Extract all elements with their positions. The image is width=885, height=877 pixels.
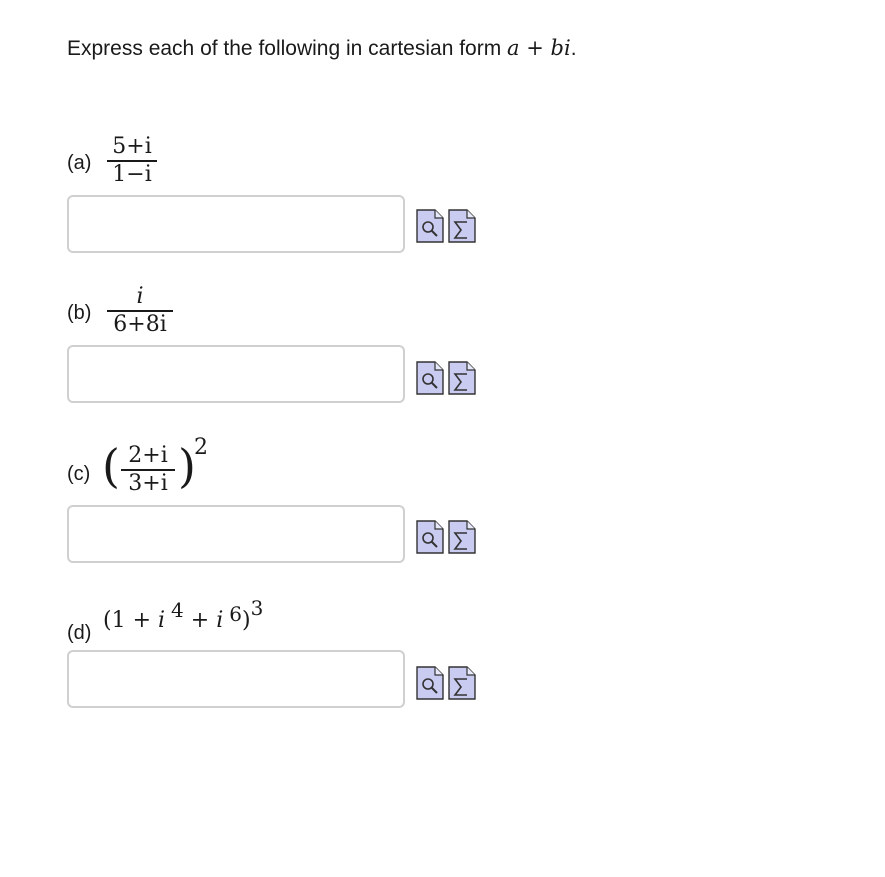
part-a-numerator: 5+i [112, 134, 152, 159]
part-b-label: (b) [67, 302, 92, 324]
right-paren: ) [178, 439, 196, 493]
part-b-numerator: i [136, 284, 144, 309]
expr-i2: i [216, 608, 224, 633]
question-text-lead: Express each of the following in cartesian form [67, 37, 508, 60]
question-text [67, 36, 577, 61]
preview-icon[interactable] [416, 520, 444, 554]
question-end: . [570, 37, 577, 60]
question-math: a + bi [507, 36, 571, 60]
part-d-expression [103, 596, 264, 633]
part-a-fraction [107, 134, 157, 188]
expr-plus: + [183, 608, 217, 633]
part-c-answer-input[interactable] [67, 505, 405, 563]
part-c-denominator: 3+i [128, 470, 168, 496]
expr-open: (1 + [103, 608, 158, 633]
part-b-fraction [107, 284, 173, 338]
exp2: 6 [229, 602, 242, 626]
equation-editor-icon[interactable] [448, 520, 476, 554]
part-a-tools [416, 209, 476, 243]
part-c-exponent: 2 [194, 435, 208, 460]
exp3: 3 [250, 596, 264, 620]
part-d-label: (d) [67, 622, 92, 644]
preview-icon[interactable] [416, 209, 444, 243]
preview-icon[interactable] [416, 666, 444, 700]
left-paren: ( [102, 439, 120, 493]
part-b-answer-input[interactable] [67, 345, 405, 403]
preview-icon[interactable] [416, 361, 444, 395]
part-d-answer-input[interactable] [67, 650, 405, 708]
equation-editor-icon[interactable] [448, 666, 476, 700]
part-b-denominator: 6+8i [113, 311, 167, 337]
part-c-label: (c) [67, 463, 91, 485]
expr-close: ) [241, 608, 251, 633]
part-c-numerator: 2+i [128, 443, 168, 468]
part-a-denominator: 1−i [112, 161, 152, 187]
part-c-tools [416, 520, 476, 554]
part-a-label: (a) [67, 152, 92, 174]
equation-editor-icon[interactable] [448, 209, 476, 243]
part-c-fraction [121, 443, 175, 497]
exp1: 4 [171, 598, 184, 622]
part-b-tools [416, 361, 476, 395]
part-a-answer-input[interactable] [67, 195, 405, 253]
part-d-tools [416, 666, 476, 700]
equation-editor-icon[interactable] [448, 361, 476, 395]
expr-i1: i [158, 608, 166, 633]
